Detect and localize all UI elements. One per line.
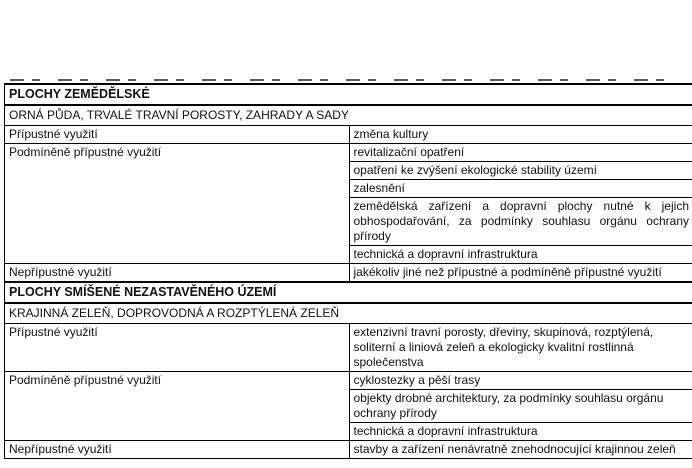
- row-label: Nepřípustné využití: [5, 264, 350, 283]
- row-label: Přípustné využití: [5, 324, 350, 372]
- row-label: Podmíněně přípustné využití: [5, 144, 350, 264]
- row-item: změna kultury: [349, 126, 692, 144]
- section-subheading: ORNÁ PŮDA, TRVALÉ TRAVNÍ POROSTY, ZAHRADY A SADY: [5, 105, 692, 126]
- row-label: Nepřípustné využití: [5, 441, 350, 459]
- row-item: zalesnění: [349, 180, 692, 198]
- section-heading-row: [5, 282, 692, 303]
- table-row: [5, 441, 692, 459]
- table-row: [5, 264, 692, 283]
- truncated-text-line: [10, 79, 682, 81]
- section-heading: PLOCHY ZEMĚDĚLSKÉ: [5, 84, 692, 105]
- table-row: [5, 324, 692, 372]
- row-label: Podmíněně přípustné využití: [5, 372, 350, 441]
- row-item: stavby a zařízení nenávratně znehodnocující krajinnou zeleň: [349, 441, 692, 459]
- section-heading: PLOCHY SMÍŠENÉ NEZASTAVĚNÉHO ÚZEMÍ: [5, 282, 692, 303]
- table-row: [5, 372, 692, 390]
- row-item: opatření ke zvýšení ekologické stability území: [349, 162, 692, 180]
- table-row: [5, 126, 692, 144]
- row-item: revitalizační opatření: [349, 144, 692, 162]
- section-subheading-row: [5, 105, 692, 126]
- row-item: zemědělská zařízení a dopravní plochy nutné k jejich obhospodařování, za podmínky souhlasu orgánu ochrany přírody: [349, 198, 692, 246]
- section-heading-row: [5, 84, 692, 105]
- regulation-table: [4, 83, 692, 459]
- row-item: technická a dopravní infrastruktura: [349, 423, 692, 441]
- row-item: cyklostezky a pěší trasy: [349, 372, 692, 390]
- row-label: Přípustné využití: [5, 126, 350, 144]
- section-subheading: KRAJINNÁ ZELEŇ, DOPROVODNÁ A ROZPTÝLENÁ ZELEŇ: [5, 303, 692, 324]
- table-row: [5, 144, 692, 162]
- row-item: technická a dopravní infrastruktura: [349, 246, 692, 264]
- row-item: objekty drobné architektury, za podmínky souhlasu orgánu ochrany přírody: [349, 390, 692, 423]
- section-subheading-row: [5, 303, 692, 324]
- row-item: extenzivní travní porosty, dřeviny, skupinová, rozptýlená, soliterní a liniová zeleň a ekologicky kvalitní rostlinná společenstva: [349, 324, 692, 372]
- row-item: jakékoliv jiné než přípustné a podmíněně přípustné využití: [349, 264, 692, 283]
